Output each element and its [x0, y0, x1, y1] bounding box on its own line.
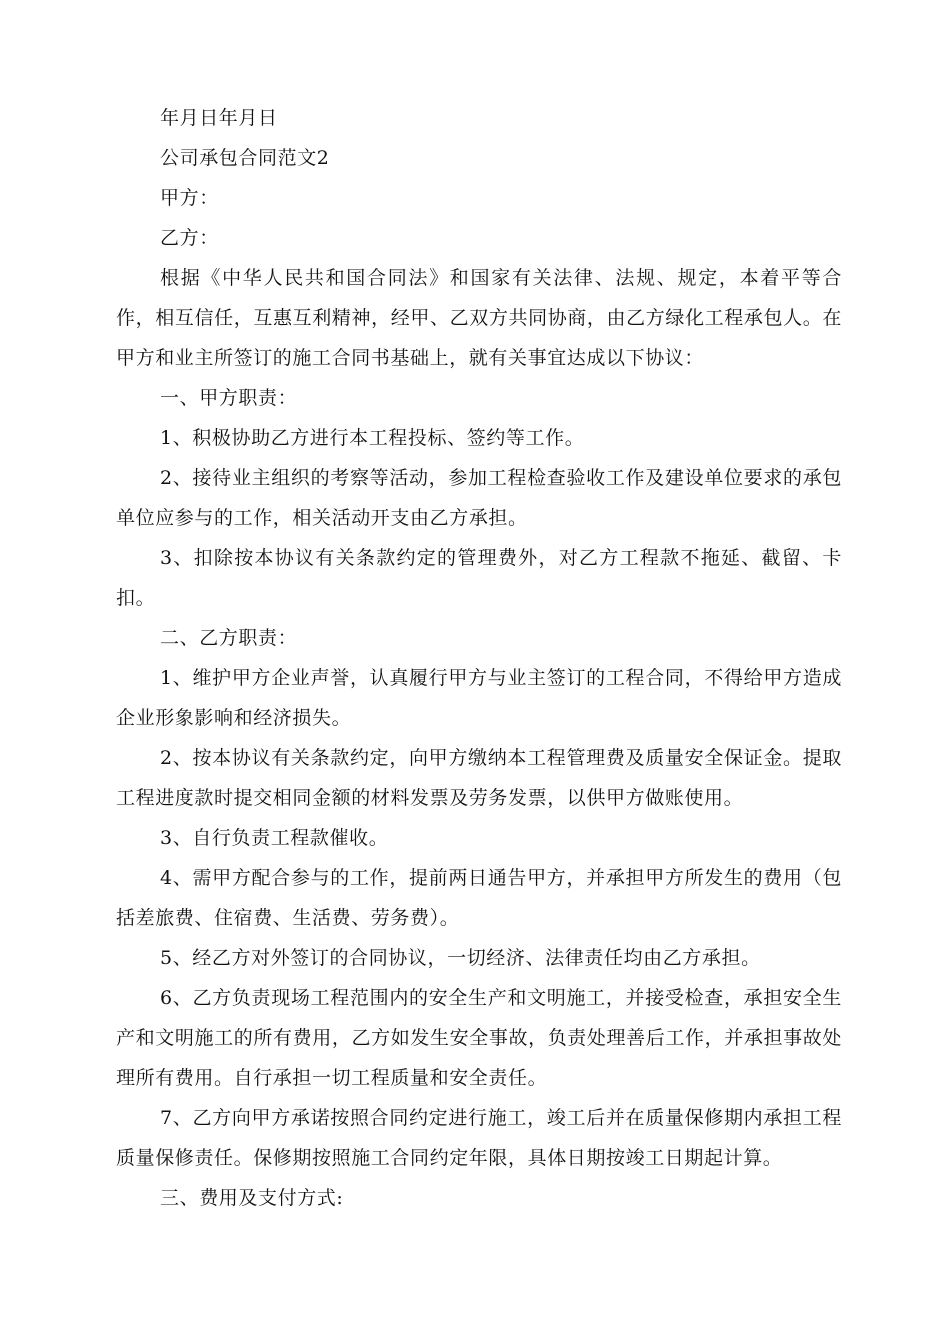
- preamble-paragraph: 根据《中华人民共和国合同法》和国家有关法律、法规、规定，本着平等合作，相互信任，互惠互利精神，经甲、乙双方共同协商，由乙方绿化工程承包人。在甲方和业主所签订的施工合同书基础上，就有关事宜达成以下协议：: [116, 267, 842, 369]
- section-heading-party-b-duties: 二、乙方职责：: [160, 627, 298, 649]
- section-heading-fees-payment: 三、费用及支付方式:: [160, 1187, 344, 1209]
- party-b-clause-6: 6、乙方负责现场工程范围内的安全生产和文明施工，并接受检查，承担安全生产和文明施工的所有费用，乙方如发生安全事故，负责处理善后工作，并承担事故处理所有费用。自行承担一切工程质量和安全责任。: [116, 987, 842, 1089]
- party-b-clause-7: 7、乙方向甲方承诺按照合同约定进行施工，竣工后并在质量保修期内承担工程质量保修责任。保修期按照施工合同约定年限，具体日期按竣工日期起计算。: [116, 1107, 842, 1169]
- document-body: [116, 98, 842, 1218]
- party-a-clause-2: 2、接待业主组织的考察等活动，参加工程检查验收工作及建设单位要求的承包单位应参与的工作，相关活动开支由乙方承担。: [116, 467, 842, 529]
- party-a-clause-1: 1、积极协助乙方进行本工程投标、签约等工作。: [160, 427, 585, 449]
- party-b-clause-4: 4、需甲方配合参与的工作，提前两日通告甲方，并承担甲方所发生的费用（包括差旅费、住宿费、生活费、劳务费）。: [116, 867, 842, 929]
- party-a-line: 甲方：: [160, 187, 219, 209]
- party-b-clause-1: 1、维护甲方企业声誉，认真履行甲方与业主签订的工程合同，不得给甲方造成企业形象影响和经济损失。: [116, 667, 842, 729]
- party-b-clause-3: 3、自行负责工程款催收。: [160, 827, 389, 849]
- section-heading-party-a-duties: 一、甲方职责：: [160, 387, 298, 409]
- party-b-clause-5: 5、经乙方对外签订的合同协议，一切经济、法律责任均由乙方承担。: [160, 947, 761, 969]
- document-title: 公司承包合同范文2: [160, 147, 330, 169]
- party-a-clause-3: 3、扣除按本协议有关条款约定的管理费外，对乙方工程款不拖延、截留、卡扣。: [116, 547, 842, 609]
- party-b-line: 乙方：: [160, 227, 219, 249]
- date-line: 年月日年月日: [160, 107, 278, 129]
- party-b-clause-2: 2、按本协议有关条款约定，向甲方缴纳本工程管理费及质量安全保证金。提取工程进度款时提交相同金额的材料发票及劳务发票，以供甲方做账使用。: [116, 747, 842, 809]
